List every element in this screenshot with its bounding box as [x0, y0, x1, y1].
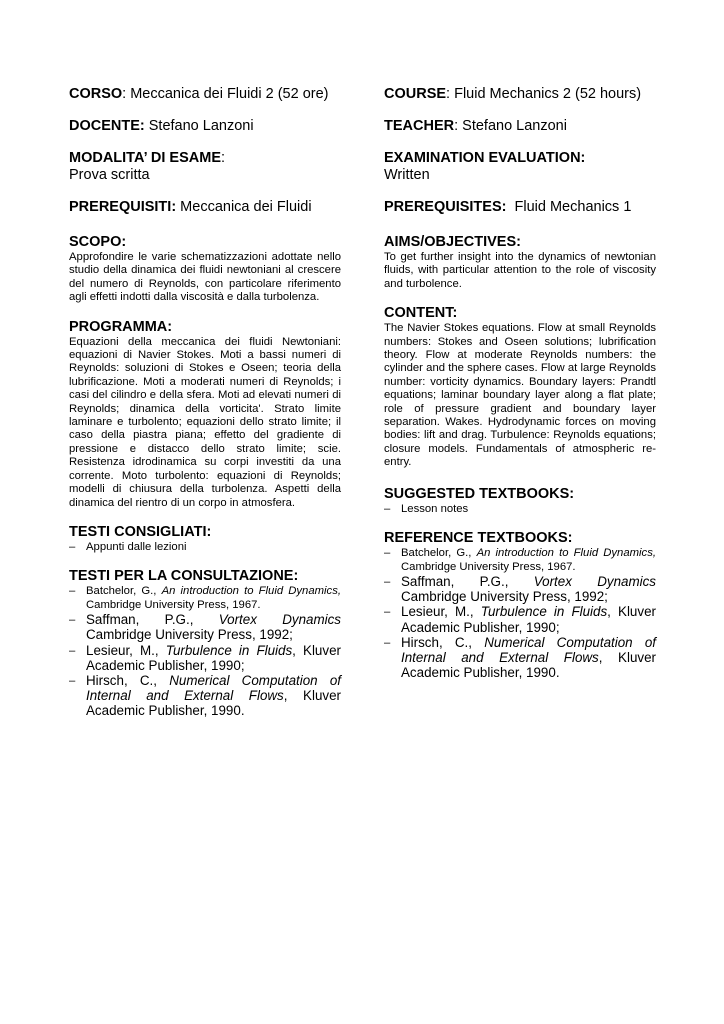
- italian-column: [69, 86, 341, 733]
- prerequisiti-field: [69, 199, 341, 216]
- corso-label: CORSO: [69, 86, 123, 102]
- list-item: [69, 643, 341, 673]
- prerequisites-field: [384, 199, 656, 216]
- english-column: [384, 86, 656, 694]
- corso-field: [69, 86, 341, 103]
- teacher-value: : Stefano Lanzoni: [454, 118, 567, 134]
- corso-value: : Meccanica dei Fluidi 2 (52 ore): [122, 86, 329, 102]
- reference-title: REFERENCE TEXTBOOKS:: [384, 530, 573, 547]
- ref-author: Hirsch, C.,: [401, 634, 485, 650]
- ref-title: Vortex Dynamics: [533, 573, 656, 589]
- list-item: – Lesson notes: [384, 503, 656, 516]
- examination-value: Written: [384, 167, 430, 183]
- modalita-value: Prova scritta: [69, 167, 150, 183]
- testi-consigliati-title: TESTI CONSIGLIATI:: [69, 523, 212, 540]
- ref-publisher: , Kluver Academic Publisher, 1990.: [401, 649, 656, 681]
- course-field: [384, 86, 656, 103]
- ref-publisher: , Kluver Academic Publisher, 1990.: [86, 688, 341, 719]
- ref-author: Hirsch, C.,: [86, 672, 170, 688]
- ref-publisher: Cambridge University Press, 1967.: [86, 598, 261, 611]
- ref-author: Batchelor, G.,: [86, 585, 162, 598]
- course-value: : Fluid Mechanics 2 (52 hours): [446, 86, 642, 102]
- reference-list: [384, 547, 656, 680]
- list-item: [69, 612, 341, 642]
- ref-title: An introduction to Fluid Dynamics,: [161, 585, 341, 598]
- ref-title: Numerical Computation of Internal and External Flows: [401, 634, 656, 665]
- ref-author: Saffman, P.G.,: [86, 612, 219, 628]
- ref-title: An introduction to Fluid Dynamics,: [476, 547, 656, 560]
- ref-author: Lesieur, M.,: [86, 642, 166, 658]
- teacher-field: [384, 118, 656, 135]
- teacher-label: TEACHER: [384, 118, 455, 134]
- list-item: – Appunti dalle lezioni: [69, 541, 341, 554]
- modalita-label: MODALITA’ DI ESAME: [69, 150, 221, 166]
- ref-author: Saffman, P.G.,: [401, 573, 534, 589]
- list-item: [384, 604, 656, 634]
- prerequisiti-value: Meccanica dei Fluidi: [176, 199, 312, 215]
- ref-publisher: , Kluver Academic Publisher, 1990;: [401, 604, 656, 635]
- ref-title: Vortex Dynamics: [218, 612, 341, 628]
- ref-author: Batchelor, G.,: [401, 547, 477, 560]
- programma-title: PROGRAMMA:: [69, 318, 173, 335]
- programma-text: Equazioni della meccanica dei fluidi Newtoniani: equazioni di Navier Stokes. Moti a bassi numeri di Reynolds: soluzioni di Stokes e Oseen; teoria della lubrificazione. Moti a moderati numeri di Reynolds; i casi del cilindro e della sfera. Moti ad elevati numeri di Reynolds; dinamica della vorticita'. Strato limite laminare e turbolento; equazioni dello strato limite; il caso della piastra piana; effetto del gradiente di pressione e distacco dello strato limite; scie. Resistenza idrodinamica su corpi investiti da una corrente. Moto turbolento: equazioni di Reynolds; modelli di chiusura della turbolenza. Aspetti della dinamica del rientro di un corpo in atmosfera.: [69, 335, 341, 509]
- docente-label: DOCENTE:: [69, 118, 145, 134]
- ref-publisher: Cambridge University Press, 1992;: [86, 627, 293, 643]
- list-item: [69, 585, 341, 612]
- aims-text: To get further insight into the dynamics of newtonian fluids, with particular attention to the role of viscosity and turbolence.: [384, 251, 656, 290]
- list-item: [69, 673, 341, 719]
- content-text: The Navier Stokes equations. Flow at small Reynolds numbers: Stokes and Oseen solutions; lubrification theory. Flow at moderate Reynolds numbers: the cylinder and the sphere cases. Flow at large Reynolds number: vorticity dynamics. Boundary layers: Prandtl equations; laminar boundary layer along a flat plate; role of pressure gradient and boundary layer separation. Wakes. Hydrodynamic forces on moving bodies: lift and drag. Turbulence: Reynolds equations; closure models. Fundamentals of atmospheric re-entry.: [384, 322, 656, 469]
- suggested-list: [384, 503, 656, 516]
- prerequisiti-label: PREREQUISITI:: [69, 199, 177, 215]
- docente-field: [69, 118, 341, 135]
- docente-value: Stefano Lanzoni: [144, 118, 254, 134]
- testi-consultazione-list: [69, 585, 341, 718]
- list-item: [384, 574, 656, 604]
- ref-title: Turbulence in Fluids: [480, 604, 608, 620]
- content-title: CONTENT:: [384, 305, 458, 322]
- aims-title: AIMS/OBJECTIVES:: [384, 234, 521, 250]
- testi-consigliati-list: [69, 541, 341, 554]
- examination-label: EXAMINATION EVALUATION:: [384, 150, 586, 166]
- prerequisites-value: Fluid Mechanics 1: [506, 199, 632, 215]
- ref-title: Turbulence in Fluids: [165, 642, 293, 658]
- scopo-text: Approfondire le varie schematizzazioni adottate nello studio della dinamica dei fluidi newtoniani al crescere del numero di Reynolds, con particolare riferimento agli effetti indotti dalla viscosità e dalla turbolenza.: [69, 251, 341, 304]
- modalita-field: [69, 150, 341, 184]
- examination-field: [384, 150, 656, 184]
- testi-consultazione-title: TESTI PER LA CONSULTAZIONE:: [69, 568, 299, 585]
- prerequisites-label: PREREQUISITES:: [384, 199, 507, 215]
- ref-publisher: Cambridge University Press, 1967.: [401, 560, 576, 573]
- ref-publisher: , Kluver Academic Publisher, 1990;: [86, 642, 341, 673]
- list-item: [384, 547, 656, 574]
- suggested-title: SUGGESTED TEXTBOOKS:: [384, 485, 575, 502]
- modalita-separator: :: [221, 150, 226, 166]
- course-label: COURSE: [384, 86, 447, 102]
- ref-title: Numerical Computation of Internal and External Flows: [86, 672, 341, 704]
- scopo-title: SCOPO:: [69, 234, 127, 250]
- ref-publisher: Cambridge University Press, 1992;: [401, 589, 608, 605]
- ref-author: Lesieur, M.,: [401, 604, 481, 620]
- list-item: [384, 635, 656, 681]
